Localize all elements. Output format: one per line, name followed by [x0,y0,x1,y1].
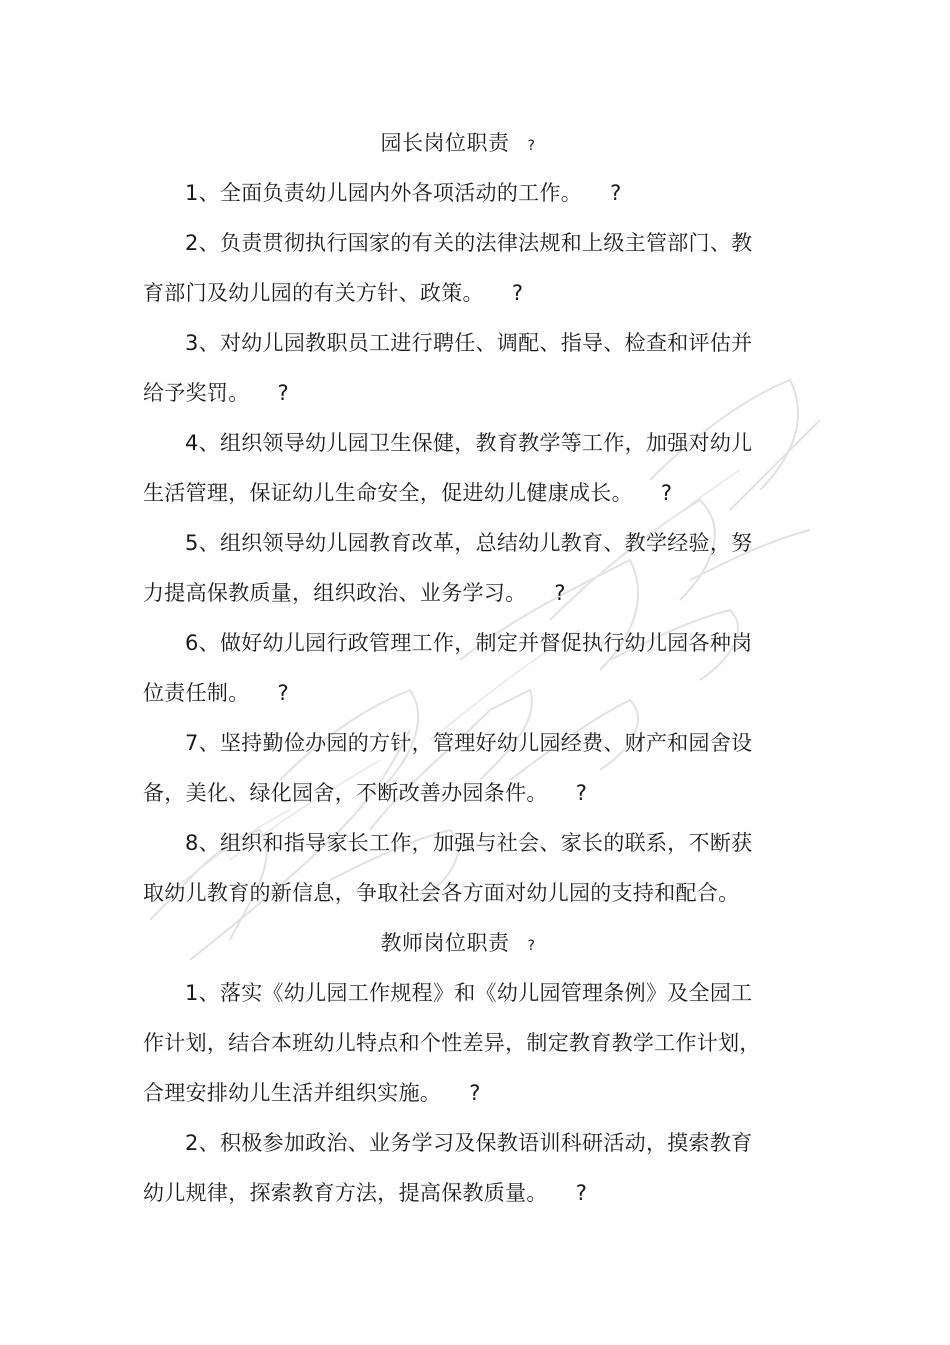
question-mark-glyph: ? [575,1181,588,1205]
item-text: 1、落实《幼儿园工作规程》和《幼儿园管理条例》及全园工作计划，结合本班幼儿特点和个性差异，制定教育教学工作计划，合理安排幼儿生活并组织实施。 [143,981,761,1105]
list-item [143,518,773,618]
item-text: 6、做好幼儿园行政管理工作，制定并督促执行幼儿园各种岗位责任制。 [143,631,753,705]
list-item [143,168,773,218]
list-item [143,618,773,718]
list-item [143,318,773,418]
list-item [143,818,773,918]
question-mark-glyph: ? [610,181,622,205]
item-text: 2、负责贯彻执行国家的有关的法律法规和上级主管部门、教育部门及幼儿园的有关方针、政策。 [143,231,753,305]
section-title-teacher [143,918,773,968]
list-item [143,718,773,818]
item-text: 3、对幼儿园教职员工进行聘任、调配、指导、检查和评估并给予奖罚。 [143,331,753,405]
question-mark-glyph: ? [527,938,536,954]
list-item [143,1118,773,1218]
item-text: 1、全面负责幼儿园内外各项活动的工作。 [185,181,583,205]
item-text: 5、组织领导幼儿园教育改革，总结幼儿教育、教学经验，努力提高保教质量，组织政治、业务学习。 [143,531,753,605]
question-mark-glyph: ? [277,681,289,705]
section-title-text: 教师岗位职责 [380,931,510,955]
question-mark-glyph: ? [277,381,289,405]
item-text: 7、坚持勤俭办园的方针，管理好幼儿园经费、财产和园舍设备，美化、绿化园舍，不断改善办园条件。 [143,731,753,805]
question-mark-glyph: ? [554,581,566,605]
question-mark-glyph: ? [575,781,588,805]
document-content [143,118,773,1218]
section-title-text: 园长岗位职责 [380,131,510,155]
question-mark-glyph: ? [660,481,673,505]
section-title-principal [143,118,773,168]
item-text: 8、组织和指导家长工作，加强与社会、家长的联系，不断获取幼儿教育的新信息，争取社会各方面对幼儿园的支持和配合。 [143,831,753,905]
list-item [143,968,773,1118]
question-mark-glyph: ? [511,281,524,305]
question-mark-glyph: ? [469,1081,481,1105]
question-mark-glyph: ? [527,138,536,154]
list-item [143,218,773,318]
list-item [143,418,773,518]
item-text: 2、积极参加政治、业务学习及保教语训科研活动，摸索教育幼儿规律，探索教育方法，提高保教质量。 [143,1131,753,1205]
item-text: 4、组织领导幼儿园卫生保健，教育教学等工作，加强对幼儿生活管理，保证幼儿生命安全，促进幼儿健康成长。 [143,431,753,505]
